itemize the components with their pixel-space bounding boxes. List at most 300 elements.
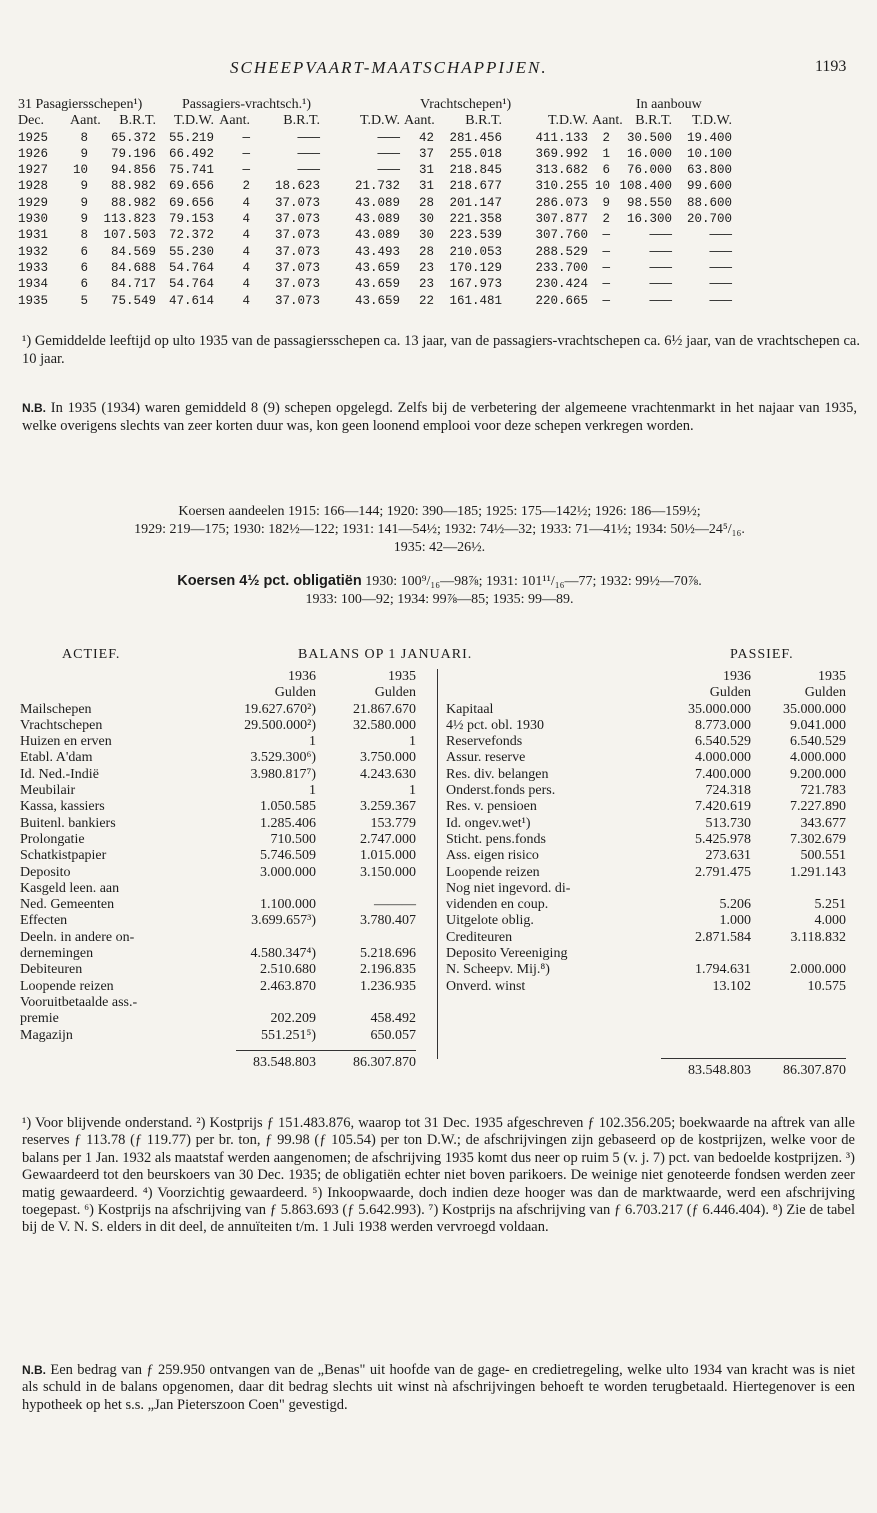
table-cell: ——— xyxy=(649,244,672,259)
balance-item-label: Loopende reizen xyxy=(446,864,540,880)
table-cell: 37.073 xyxy=(274,260,320,275)
balance-item-label: Huizen en erven xyxy=(20,734,112,750)
balance-item-label: Kapitaal xyxy=(446,701,494,717)
table-cell: 23 xyxy=(418,277,434,292)
table-cell: 88.982 xyxy=(110,195,156,210)
actief-label: ACTIEF. xyxy=(62,647,121,662)
balance-item-label: Meubilair xyxy=(20,783,76,799)
table-row xyxy=(18,211,863,227)
balance-item-value xyxy=(236,881,316,897)
table-cell: 16.000 xyxy=(626,146,672,161)
balance-item-value: 1.100.000 xyxy=(260,897,316,913)
balance-row xyxy=(20,865,430,881)
balance-item-label: Kasgeld leen. aan xyxy=(20,880,120,896)
balance-item-label: Vooruitbetaalde ass.- xyxy=(20,994,138,1010)
balance-item-value: 5.218.696 xyxy=(360,946,416,962)
balance-item-value: 6.540.529 xyxy=(695,734,751,750)
balance-item-value: 4.243.630 xyxy=(360,766,416,782)
table-cell: 6 xyxy=(80,260,88,275)
table-cell: ——— xyxy=(297,146,320,161)
table-cell: 66.492 xyxy=(168,146,214,161)
table-cell: 19.400 xyxy=(686,130,732,145)
table-cell: 37.073 xyxy=(274,277,320,292)
table-cell: 1927 xyxy=(18,163,49,178)
table-cell: 54.764 xyxy=(168,260,214,275)
table-cell: 9 xyxy=(80,146,88,161)
share-prices-line: Koersen aandeelen 1915: 166—144; 1920: 390—185; 1925: 175—142½; 1926: 186—159½; xyxy=(178,504,701,519)
balance-item-value: 5.425.978 xyxy=(695,831,751,847)
table-cell: 76.000 xyxy=(626,163,672,178)
table-cell: 161.481 xyxy=(449,293,502,308)
table-row xyxy=(18,244,863,260)
column-header: B.R.T. xyxy=(465,113,502,129)
balance-item-value: 1.236.935 xyxy=(360,978,416,994)
balance-item-value: 650.057 xyxy=(370,1027,416,1043)
table-row xyxy=(18,195,863,211)
table-cell: 22 xyxy=(418,293,434,308)
balance-item-value xyxy=(661,946,751,962)
balance-row xyxy=(20,979,430,995)
balance-item-value xyxy=(236,995,316,1011)
table-cell: 37.073 xyxy=(274,244,320,259)
table-cell: ——— xyxy=(709,228,732,243)
balance-item-value: 3.150.000 xyxy=(360,864,416,880)
balance-item-value: 7.227.890 xyxy=(790,799,846,815)
balance-item-value: 3.529.300⁶) xyxy=(250,750,316,766)
balance-item-label: Loopende reizen xyxy=(20,978,114,994)
table-cell: 6 xyxy=(80,244,88,259)
balance-item-value: ——— xyxy=(374,897,416,913)
table-cell: 88.600 xyxy=(686,195,732,210)
balance-title: BALANS OP 1 JANUARI. xyxy=(298,647,473,662)
balance-item-value: 19.627.670²) xyxy=(244,701,316,717)
table-cell: ——— xyxy=(709,293,732,308)
table-cell: 94.856 xyxy=(110,163,156,178)
balance-item-value: 3.699.657³) xyxy=(251,913,316,929)
table-cell: 2 xyxy=(242,179,250,194)
table-cell: 170.129 xyxy=(449,260,502,275)
fleet-table xyxy=(18,97,863,309)
table-cell: 55.219 xyxy=(168,130,214,145)
table-cell: — xyxy=(242,146,250,161)
balance-item-label: Uitgelote oblig. xyxy=(446,913,534,929)
nb-text: Een bedrag van ƒ 259.950 ontvangen van de „Benas" uit hoofde van de gage- en credietregeling, welke ulto 1934 van kracht was is niet als schuld in de balans opgenomen, daar dit bedrag slechts uit winst nà afschrijvingen behoeft te worden terugbetaald. Hiertegenover is een hypotheek op het s.s. „Jan Pieterszoon Coen" gevestigd. xyxy=(22,1362,855,1413)
balance-item-label: Onderst.fonds pers. xyxy=(446,783,556,799)
nb-label: N.B. xyxy=(22,1363,46,1377)
balance-item-value xyxy=(751,881,846,897)
balance-row xyxy=(446,946,856,962)
table-cell: 79.196 xyxy=(110,146,156,161)
balance-row xyxy=(446,979,856,995)
balance-row xyxy=(20,816,430,832)
table-cell: 233.700 xyxy=(535,260,588,275)
balance-row xyxy=(446,783,856,799)
table-cell: 75.741 xyxy=(168,163,214,178)
balance-item-label: Ass. eigen risico xyxy=(446,848,539,864)
balance-item-label: 4½ pct. obl. 1930 xyxy=(446,717,544,733)
balance-item-label: Etabl. A'dam xyxy=(20,750,93,766)
table-cell: 218.845 xyxy=(449,163,502,178)
table-cell: 107.503 xyxy=(103,228,156,243)
balance-item-value: 29.500.000²) xyxy=(244,717,316,733)
table-cell: 28 xyxy=(418,195,434,210)
balance-item-value xyxy=(751,946,846,962)
column-divider xyxy=(437,669,438,1059)
table-cell: 23 xyxy=(418,260,434,275)
balance-item-label: Effecten xyxy=(20,913,68,929)
table-cell: 37.073 xyxy=(274,293,320,308)
balance-row xyxy=(20,1028,430,1044)
table-cell: 8 xyxy=(80,228,88,243)
balance-item-value xyxy=(316,881,416,897)
balance-item-label: Prolongatie xyxy=(20,831,85,847)
column-header: B.R.T. xyxy=(635,113,672,129)
table-cell: 167.973 xyxy=(449,277,502,292)
balance-row xyxy=(446,718,856,734)
table-cell: 8 xyxy=(80,130,88,145)
balance-row xyxy=(446,913,856,929)
table-cell: 281.456 xyxy=(449,130,502,145)
group-header: 31 Pasagiersschepen¹) xyxy=(18,97,143,112)
balance-item-value: 1 xyxy=(309,783,316,799)
balance-sheet xyxy=(0,647,877,1107)
balance-row xyxy=(20,750,430,766)
actief-rows xyxy=(20,702,430,1044)
table-cell: 4 xyxy=(242,195,250,210)
balance-row xyxy=(446,881,856,897)
page-number: 1193 xyxy=(815,58,847,75)
balance-item-value: 1 xyxy=(409,783,416,799)
share-prices-line: 1935: 42—26½. xyxy=(393,540,486,555)
table-cell: 4 xyxy=(242,212,250,227)
balance-item-value: 4.000.000 xyxy=(790,750,846,766)
table-cell: 218.677 xyxy=(449,179,502,194)
balance-row xyxy=(20,718,430,734)
balance-item-value: 1.050.585 xyxy=(260,799,316,815)
balance-item-label: Kassa, kassiers xyxy=(20,799,105,815)
table-row xyxy=(18,146,863,162)
balance-item-value xyxy=(236,930,316,946)
balance-item-label: Vrachtschepen xyxy=(20,717,103,733)
table-cell: 9 xyxy=(80,195,88,210)
balance-item-value: 500.551 xyxy=(800,848,846,864)
balance-item-value: 1.015.000 xyxy=(360,848,416,864)
table-cell: 10 xyxy=(594,179,610,194)
running-header xyxy=(0,58,877,80)
nb-label: N.B. xyxy=(22,401,46,415)
balance-row xyxy=(446,848,856,864)
table-cell: 31 xyxy=(418,179,434,194)
balance-item-value: 2.510.680 xyxy=(260,962,316,978)
column-header: Aant. xyxy=(219,113,250,129)
table-cell: 37.073 xyxy=(274,228,320,243)
table-cell: 1928 xyxy=(18,179,49,194)
table-cell: 1935 xyxy=(18,293,49,308)
table-cell: — xyxy=(602,277,610,292)
balance-item-value: 8.773.000 xyxy=(695,717,751,733)
table-cell: 4 xyxy=(242,293,250,308)
table-cell: — xyxy=(602,293,610,308)
table-cell: ——— xyxy=(649,228,672,243)
table-row xyxy=(18,260,863,276)
balance-item-value: 153.779 xyxy=(370,815,416,831)
balance-item-value: 2.463.870 xyxy=(260,978,316,994)
unit-header: Gulden Gulden xyxy=(709,685,846,701)
table-cell: 30 xyxy=(418,228,434,243)
balance-item-label: Reservefonds xyxy=(446,734,523,750)
balance-row xyxy=(20,734,430,750)
table-cell: 230.424 xyxy=(535,277,588,292)
balance-item-value: 7.400.000 xyxy=(695,766,751,782)
balance-row xyxy=(446,750,856,766)
column-header: Aant. xyxy=(70,113,101,129)
balance-item-label: dernemingen xyxy=(20,946,94,962)
share-prices xyxy=(22,503,857,557)
balance-row xyxy=(20,962,430,978)
bond-prices-label: Koersen 4½ pct. obligatiën xyxy=(177,573,362,589)
balance-item-label: N. Scheepv. Mij.⁸) xyxy=(446,962,550,978)
balance-item-label: Crediteuren xyxy=(446,929,513,945)
passief-total: 83.548.803 86.307.870 xyxy=(661,1058,846,1079)
column-header: Dec. xyxy=(18,113,45,129)
table-cell: 75.549 xyxy=(110,293,156,308)
balance-row xyxy=(20,832,430,848)
table-cell: 286.073 xyxy=(535,195,588,210)
actief-column xyxy=(20,669,430,1071)
balance-row xyxy=(20,930,430,946)
table-row xyxy=(18,227,863,243)
table-cell: 313.682 xyxy=(535,163,588,178)
table-cell: 16.300 xyxy=(626,212,672,227)
balance-item-value: 35.000.000 xyxy=(783,701,846,717)
table-cell: 21.732 xyxy=(354,179,400,194)
balance-row xyxy=(20,913,430,929)
table-cell: 88.982 xyxy=(110,179,156,194)
balance-item-label: videnden en coup. xyxy=(446,897,549,913)
fleet-subheader-row xyxy=(18,113,863,129)
table-cell: 20.700 xyxy=(686,212,732,227)
balance-item-value: 551.251⁵) xyxy=(260,1027,316,1043)
share-prices-line: 1929: 219—175; 1930: 182½—122; 1931: 141—54½; 1932: 74½—32; 1933: 71—41½; 1934: 50½—24⁵/₁₆. xyxy=(134,522,745,537)
table-cell: 54.764 xyxy=(168,277,214,292)
table-cell: 43.089 xyxy=(354,228,400,243)
table-cell: 108.400 xyxy=(619,179,672,194)
table-row xyxy=(18,130,863,146)
balance-row xyxy=(446,767,856,783)
table-cell: 5 xyxy=(80,293,88,308)
table-cell: 4 xyxy=(242,244,250,259)
balance-item-value: 3.000.000 xyxy=(260,864,316,880)
table-cell: 43.089 xyxy=(354,195,400,210)
bond-prices-line: 1930: 100⁹/₁₆—98⅞; 1931: 101¹¹/₁₆—77; 1932: 99½—70⅞. xyxy=(365,574,702,589)
table-cell: 4 xyxy=(242,228,250,243)
table-cell: 1931 xyxy=(18,228,49,243)
bond-prices xyxy=(22,572,857,609)
table-cell: ——— xyxy=(709,260,732,275)
balance-item-value: 6.540.529 xyxy=(790,734,846,750)
table-cell: ——— xyxy=(709,277,732,292)
balance-row xyxy=(446,832,856,848)
table-cell: 255.018 xyxy=(449,146,502,161)
balance-item-value: 10.575 xyxy=(807,978,846,994)
table-cell: 1929 xyxy=(18,195,49,210)
table-cell: 43.089 xyxy=(354,212,400,227)
group-header: Passagiers-vrachtsch.¹) xyxy=(182,97,311,112)
balance-item-value: 9.041.000 xyxy=(790,717,846,733)
balance-item-label: Schatkistpapier xyxy=(20,848,107,864)
table-cell: 6 xyxy=(602,163,610,178)
table-cell: ——— xyxy=(709,244,732,259)
balance-item-value: 1.000 xyxy=(719,913,751,929)
balance-row xyxy=(446,865,856,881)
table-cell: 6 xyxy=(80,277,88,292)
table-cell: 79.153 xyxy=(168,212,214,227)
balance-item-value: 710.500 xyxy=(270,831,316,847)
table-cell: 210.053 xyxy=(449,244,502,259)
balance-item-label: Deposito Vereeniging xyxy=(446,946,568,962)
table-cell: 411.133 xyxy=(535,130,588,145)
header-title: SCHEEPVAART-MAATSCHAPPIJEN. xyxy=(230,58,548,77)
table-row xyxy=(18,162,863,178)
balance-row xyxy=(446,816,856,832)
balance-row xyxy=(446,734,856,750)
table-cell: 220.665 xyxy=(535,293,588,308)
balance-row xyxy=(446,897,856,913)
passief-column xyxy=(446,669,856,1079)
balance-item-label: Debiteuren xyxy=(20,962,83,978)
table-cell: 69.656 xyxy=(168,179,214,194)
table-cell: 4 xyxy=(242,260,250,275)
table-cell: 43.659 xyxy=(354,277,400,292)
nb-paragraph-1 xyxy=(22,400,857,435)
table-cell: 63.800 xyxy=(686,163,732,178)
balance-item-value: 3.780.407 xyxy=(360,913,416,929)
column-header: Aant. xyxy=(404,113,435,129)
table-row xyxy=(18,293,863,309)
balance-item-value: 2.871.584 xyxy=(695,929,751,945)
table-cell: 1930 xyxy=(18,212,49,227)
balance-item-value: 35.000.000 xyxy=(688,701,751,717)
actief-total: 83.548.803 86.307.870 xyxy=(236,1050,416,1071)
balance-item-value: 273.631 xyxy=(705,848,751,864)
balance-item-value: 1.285.406 xyxy=(260,815,316,831)
balance-row xyxy=(446,962,856,978)
balance-item-value: 21.867.670 xyxy=(353,701,416,717)
balance-item-value: 7.302.679 xyxy=(790,831,846,847)
nb-paragraph-2 xyxy=(22,1362,855,1414)
balance-item-label: Deposito xyxy=(20,864,71,880)
fleet-rows xyxy=(18,130,863,309)
balance-item-label: Assur. reserve xyxy=(446,750,526,766)
table-cell: ——— xyxy=(297,163,320,178)
table-cell: — xyxy=(602,244,610,259)
table-cell: ——— xyxy=(377,130,400,145)
balance-row xyxy=(20,897,430,913)
balance-row xyxy=(446,799,856,815)
balance-item-value: 3.750.000 xyxy=(360,750,416,766)
balance-row xyxy=(446,702,856,718)
balance-item-value: 724.318 xyxy=(705,783,751,799)
table-cell: 1933 xyxy=(18,260,49,275)
table-cell: 2 xyxy=(602,130,610,145)
balance-item-label: Buitenl. bankiers xyxy=(20,815,116,831)
passief-label: PASSIEF. xyxy=(730,647,794,662)
table-cell: 37 xyxy=(418,146,434,161)
table-cell: 1932 xyxy=(18,244,49,259)
table-cell: ——— xyxy=(377,163,400,178)
table-cell: 9 xyxy=(80,179,88,194)
balance-item-value: 721.783 xyxy=(800,783,846,799)
table-cell: 1 xyxy=(602,146,610,161)
balance-row xyxy=(20,946,430,962)
balance-item-label: Ned. Gemeenten xyxy=(20,897,115,913)
table-cell: ——— xyxy=(297,130,320,145)
table-cell: 43.493 xyxy=(354,244,400,259)
table-cell: 84.717 xyxy=(110,277,156,292)
table-cell: 31 xyxy=(418,163,434,178)
balance-item-value: 3.259.367 xyxy=(360,799,416,815)
balance-item-value: 9.200.000 xyxy=(790,766,846,782)
table-cell: 9 xyxy=(602,195,610,210)
balance-row xyxy=(20,702,430,718)
balance-item-label: Sticht. pens.fonds xyxy=(446,831,546,847)
balance-item-label: Nog niet ingevord. di- xyxy=(446,880,571,896)
balance-row xyxy=(446,930,856,946)
balance-item-value: 3.118.832 xyxy=(790,929,846,945)
balance-item-value xyxy=(316,995,416,1011)
balance-item-label: Mailschepen xyxy=(20,701,92,717)
balance-row xyxy=(20,881,430,897)
balance-item-value: 7.420.619 xyxy=(695,799,751,815)
balance-item-value: 1 xyxy=(409,734,416,750)
table-cell: 28 xyxy=(418,244,434,259)
table-cell: ——— xyxy=(649,260,672,275)
table-cell: 37.073 xyxy=(274,212,320,227)
balance-item-value xyxy=(316,930,416,946)
fleet-group-headers xyxy=(18,97,863,113)
table-cell: 18.623 xyxy=(274,179,320,194)
balance-item-label: Res. div. belangen xyxy=(446,766,549,782)
table-cell: ——— xyxy=(377,146,400,161)
table-cell: 310.255 xyxy=(535,179,588,194)
table-cell: 2 xyxy=(602,212,610,227)
table-cell: 30 xyxy=(418,212,434,227)
table-cell: 307.877 xyxy=(535,212,588,227)
balance-item-label: Id. ongev.wet¹) xyxy=(446,815,531,831)
balance-row xyxy=(20,783,430,799)
table-cell: 223.539 xyxy=(449,228,502,243)
balance-item-label: premie xyxy=(20,1011,59,1027)
balance-item-value: 1 xyxy=(309,734,316,750)
table-cell: 72.372 xyxy=(168,228,214,243)
balance-item-value: 32.580.000 xyxy=(353,717,416,733)
table-cell: — xyxy=(602,228,610,243)
balance-item-value: 4.000 xyxy=(814,913,846,929)
balance-item-value: 202.209 xyxy=(270,1011,316,1027)
balance-item-value: 13.102 xyxy=(712,978,751,994)
balance-item-value: 2.747.000 xyxy=(360,831,416,847)
balance-item-value: 5.251 xyxy=(814,897,846,913)
table-cell: 43.659 xyxy=(354,260,400,275)
table-cell: 84.688 xyxy=(110,260,156,275)
table-cell: — xyxy=(602,260,610,275)
table-cell: ——— xyxy=(649,277,672,292)
fleet-footnote: ¹) Gemiddelde leeftijd op ulto 1935 van de passagiersschepen ca. 13 jaar, van de passagiers-vrachtschepen ca. 6½ jaar, van de vrachtschepen ca. 10 jaar. xyxy=(22,333,860,367)
table-cell: 98.550 xyxy=(626,195,672,210)
column-header: B.R.T. xyxy=(283,113,320,129)
column-header: T.D.W. xyxy=(173,113,214,129)
column-header: B.R.T. xyxy=(119,113,156,129)
